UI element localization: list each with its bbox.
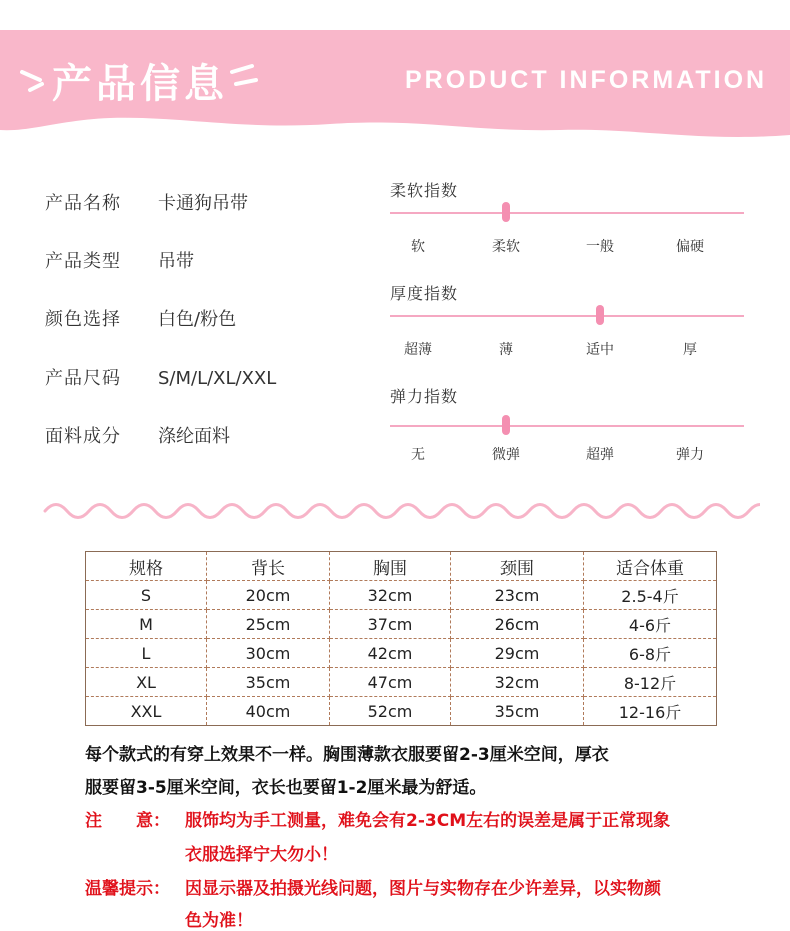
table-cell: 25cm	[207, 610, 330, 639]
scale-indicator	[502, 202, 510, 222]
table-cell: 20cm	[207, 581, 330, 610]
info-label: 面料成分	[45, 426, 121, 447]
table-cell: 32cm	[451, 668, 584, 697]
scale-level: 厚	[683, 342, 697, 358]
info-value: 涤纶面料	[158, 426, 230, 447]
info-value: S/M/L/XL/XXL	[158, 368, 277, 389]
table-header-cell: 背长	[207, 552, 330, 581]
info-row-color	[45, 305, 236, 331]
scale-track	[390, 425, 744, 427]
table-row	[86, 610, 717, 639]
table-cell: 37cm	[330, 610, 451, 639]
table-cell: 8-12斤	[584, 668, 717, 697]
scale-level: 超薄	[404, 342, 432, 358]
table-cell: 6-8斤	[584, 639, 717, 668]
scale-level: 适中	[586, 342, 614, 358]
scale-level: 无	[411, 447, 425, 463]
scale-indicator	[596, 305, 604, 325]
attention-text: 服饰均为手工测量，难免会有2-3CM左右的误差是属于正常现象	[185, 811, 671, 831]
softness-scale	[390, 178, 746, 258]
table-cell: 52cm	[330, 697, 451, 726]
table-row	[86, 668, 717, 697]
table-row	[86, 581, 717, 610]
info-label: 产品尺码	[45, 368, 121, 389]
wave-divider	[40, 496, 760, 526]
info-row-size	[45, 364, 276, 390]
table-header-cell: 规格	[86, 552, 207, 581]
header-banner	[0, 0, 790, 150]
tip-text: 因显示器及拍摄光线问题，图片与实物存在少许差异，以实物颜	[185, 879, 661, 899]
table-cell: 32cm	[330, 581, 451, 610]
table-cell: XL	[86, 668, 207, 697]
table-cell: 23cm	[451, 581, 584, 610]
table-row	[86, 697, 717, 726]
scale-track	[390, 315, 744, 317]
attention-label: 注 意：	[85, 811, 170, 831]
table-cell: 26cm	[451, 610, 584, 639]
table-cell: 42cm	[330, 639, 451, 668]
table-cell: 35cm	[451, 697, 584, 726]
info-value: 卡通狗吊带	[158, 193, 248, 214]
scale-title: 弹力指数	[390, 387, 459, 406]
scale-level: 一般	[586, 239, 614, 255]
info-value: 白色/粉色	[158, 309, 237, 330]
table-header-cell: 胸围	[330, 552, 451, 581]
size-table	[85, 551, 717, 726]
table-cell: 47cm	[330, 668, 451, 697]
table-cell: 35cm	[207, 668, 330, 697]
scale-title: 柔软指数	[390, 181, 459, 200]
elasticity-scale	[390, 384, 746, 464]
table-cell: M	[86, 610, 207, 639]
info-label: 产品名称	[45, 193, 121, 214]
fit-advice-line: 每个款式的有穿上效果不一样。胸围薄款衣服要留2-3厘米空间，厚衣	[85, 745, 609, 765]
banner-title-en: PRODUCT INFORMATION	[405, 66, 768, 94]
info-row-name	[45, 189, 248, 215]
table-cell: 40cm	[207, 697, 330, 726]
info-row-type	[45, 247, 194, 273]
table-cell: S	[86, 581, 207, 610]
table-header-row	[86, 552, 717, 581]
table-cell: 2.5-4斤	[584, 581, 717, 610]
table-cell: 30cm	[207, 639, 330, 668]
table-cell: XXL	[86, 697, 207, 726]
banner-title-cn: 产品信息	[52, 61, 228, 107]
info-row-fabric	[45, 422, 230, 448]
scale-level: 软	[411, 239, 425, 255]
table-cell: 29cm	[451, 639, 584, 668]
attention-text: 衣服选择宁大勿小！	[185, 845, 338, 865]
tip-label: 温馨提示：	[85, 879, 170, 899]
table-cell: L	[86, 639, 207, 668]
info-value: 吊带	[158, 251, 194, 272]
scale-level: 薄	[499, 342, 513, 358]
table-header-cell: 适合体重	[584, 552, 717, 581]
table-row	[86, 639, 717, 668]
fit-advice-line: 服要留3-5厘米空间，衣长也要留1-2厘米最为舒适。	[85, 778, 487, 798]
scale-track	[390, 212, 744, 214]
scale-level: 柔软	[492, 239, 520, 255]
scale-title: 厚度指数	[390, 284, 459, 303]
table-header-cell: 颈围	[451, 552, 584, 581]
thickness-scale	[390, 281, 746, 361]
tip-text: 色为准！	[185, 911, 253, 931]
info-label: 颜色选择	[45, 309, 121, 330]
info-label: 产品类型	[45, 251, 121, 272]
scale-level: 微弹	[492, 447, 520, 463]
table-cell: 4-6斤	[584, 610, 717, 639]
scale-level: 超弹	[586, 447, 614, 463]
scale-indicator	[502, 415, 510, 435]
scale-level: 弹力	[676, 447, 704, 463]
table-cell: 12-16斤	[584, 697, 717, 726]
scale-level: 偏硬	[676, 239, 704, 255]
